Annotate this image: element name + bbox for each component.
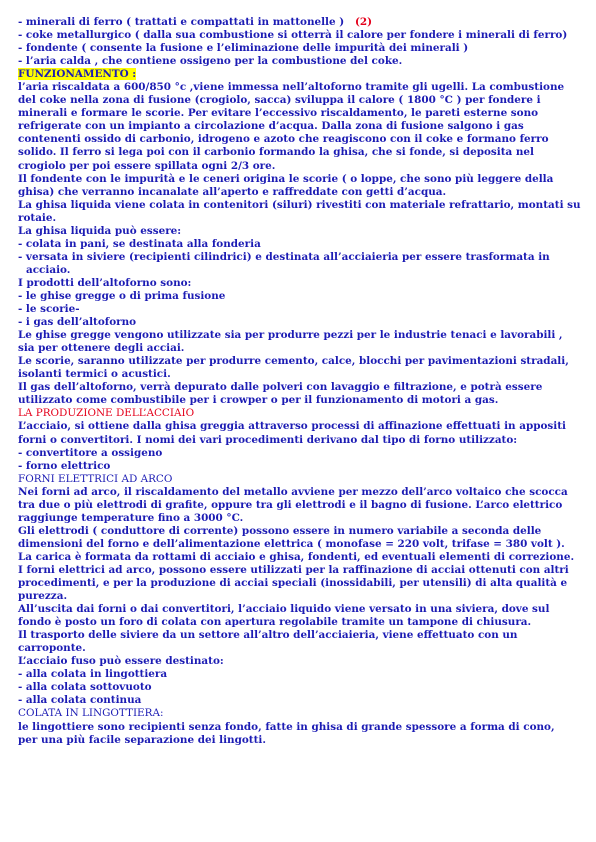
text-line: I prodotti dell’altoforno sono: [18, 276, 192, 289]
text-line: I forni elettrici ad arco, possono essere utilizzati per la raffinazione di acciai ottenuti con altri [18, 563, 569, 576]
list-item: - alla colata continua [18, 694, 142, 707]
produzione-heading: LA PRODUZIONE DELL’ACCIAIO [18, 407, 195, 420]
text-line: le lingottiere sono recipienti senza fondo, fatte in ghisa di grande spessore a forma di cono, [18, 720, 555, 733]
text-line: raggiunge temperature fino a 3000 °C. [18, 511, 244, 524]
text-line: La carica è formata da rottami di acciaio e ghisa, fondenti, ed eventuali elementi di correzione. [18, 550, 575, 563]
text-line: dimensioni del forno e dell’alimentazione elettrica ( monofase = 220 volt, trifase = 380 volt ). [18, 537, 565, 550]
list-item: - i gas dell’altoforno [18, 316, 137, 329]
text-line: carroponte. [18, 642, 86, 655]
text-line: forni o convertitori. I nomi dei vari procedimenti derivano dal tipo di forno utilizzato: [18, 433, 518, 446]
text-line: l’aria riscaldata a 600/850 °c ,viene immessa nell’altoforno tramite gli ugelli. La combustione [18, 81, 565, 94]
text-line: utilizzato come combustibile per i crowper o per il funzionamento di motori a gas. [18, 394, 499, 407]
text-line: isolanti termici o acustici. [18, 368, 171, 381]
text-line: sia per ottenere degli acciai. [18, 342, 185, 355]
list-item: - versata in siviere (recipienti cilindrici) e destinata all’acciaieria per essere trasformata in [18, 250, 550, 263]
funzionamento-heading: FUNZIONAMENTO : [18, 68, 137, 81]
text-line: rotaie. [18, 211, 57, 224]
produzione-body [18, 420, 584, 472]
list-item: - forno elettrico [18, 459, 111, 472]
text-line: fondo è posto un foro di colata con apertura regolabile tramite un tampone di chiusura. [18, 616, 532, 629]
intro-item [18, 16, 584, 29]
text-line: Nei forni ad arco, il riscaldamento del metallo avviene per mezzo dell’arco voltaico che scocca [18, 485, 568, 498]
text-line: purezza. [18, 590, 68, 603]
text-line: solido. Il ferro si lega poi con il carbonio formando la ghisa, che si fonde, si deposita nel [18, 146, 534, 159]
text-line: per una più facile separazione dei lingotti. [18, 733, 266, 746]
text-line: Gli elettrodi ( conduttore di corrente) possono essere in numero variabile a seconda delle [18, 524, 542, 537]
intro-item: - l’aria calda , che contiene ossigeno per la combustione del coke. [18, 55, 403, 68]
list-item-continuation: acciaio. [26, 263, 71, 276]
list-item: - alla colata sottovuoto [18, 681, 152, 694]
colata-body [18, 721, 584, 747]
list-item: - le ghise gregge o di prima fusione [18, 289, 226, 302]
text-line: L’acciaio fuso può essere destinato: [18, 655, 224, 668]
list-item: - colata in pani, se destinata alla fonderia [18, 237, 261, 250]
funzionamento-body [18, 81, 584, 407]
text-line: refrigerate con un impianto a circolazione d’acqua. Dalla zona di fusione salgono i gas [18, 120, 524, 133]
intro-item-text: - minerali di ferro ( trattati e compattati in mattonelle ) [18, 16, 345, 28]
colata-heading: COLATA IN LINGOTTIERA: [18, 707, 164, 720]
text-line: tra due o più elettrodi di grafite, oppure tra gli elettrodi e il bagno di fusione. L’arco elettrico [18, 498, 563, 511]
intro-item: - fondente ( consente la fusione e l’eliminazione delle impurità dei minerali ) [18, 42, 469, 55]
text-line: ghisa) che verranno incanalate all’aperto e raffreddate con getti d’acqua. [18, 185, 447, 198]
text-line: Il trasporto delle siviere da un settore all’altro dell’acciaieria, viene effettuato con un [18, 629, 518, 642]
list-item: - le scorie- [18, 303, 80, 316]
text-line: All’uscita dai forni o dai convertitori, l’acciaio liquido viene versato in una siviera, dove sul [18, 603, 550, 616]
funzionamento-heading-line [18, 68, 584, 81]
list-item: - convertitore a ossigeno [18, 446, 163, 459]
text-line: La ghisa liquida può essere: [18, 224, 182, 237]
text-line: procedimenti, e per la produzione di acciai speciali (inossidabili, per utensili) di alta qualità e [18, 577, 568, 590]
text-line: Le ghise gregge vengono utilizzate sia per produrre pezzi per le industrie tenaci e lavorabili , [18, 329, 563, 342]
text-line: minerali e formare le scorie. Per evitare l’eccessivo riscaldamento, le pareti esterne sono [18, 107, 539, 120]
text-line: contenenti ossido di carbonio, idrogeno e azoto che reagiscono con il coke e formano ferro [18, 133, 549, 146]
text-line: del coke nella zona di fusione (crogiolo, sacca) sviluppa il calore ( 1800 °C ) per fondere i [18, 94, 541, 107]
text-line: L’acciaio, si ottiene dalla ghisa greggia attraverso processi di affinazione effettuati in appositi [18, 420, 566, 433]
text-line: Le scorie, saranno utilizzate per produrre cemento, calce, blocchi per pavimentazioni stradali, [18, 355, 569, 368]
text-line: Il gas dell’altoforno, verrà depurato dalle polveri con lavaggio e filtrazione, e potrà essere [18, 381, 543, 394]
text-line: Il fondente con le impurità e le ceneri origina le scorie ( o loppe, che sono più leggere della [18, 172, 554, 185]
forni-body [18, 486, 584, 708]
forni-heading: FORNI ELETTRICI AD ARCO [18, 472, 173, 485]
text-line: crogiolo per poi essere spillata ogni 2/3 ore. [18, 159, 276, 172]
intro-item: - coke metallurgico ( dalla sua combustione si otterrà il calore per fondere i minerali di ferro) [18, 29, 568, 42]
intro-reference: (2) [355, 16, 373, 28]
document-page [18, 16, 584, 747]
text-line: La ghisa liquida viene colata in contenitori (siluri) rivestiti con materiale refrattario, montati su [18, 198, 581, 211]
list-item: - alla colata in lingottiera [18, 668, 168, 681]
